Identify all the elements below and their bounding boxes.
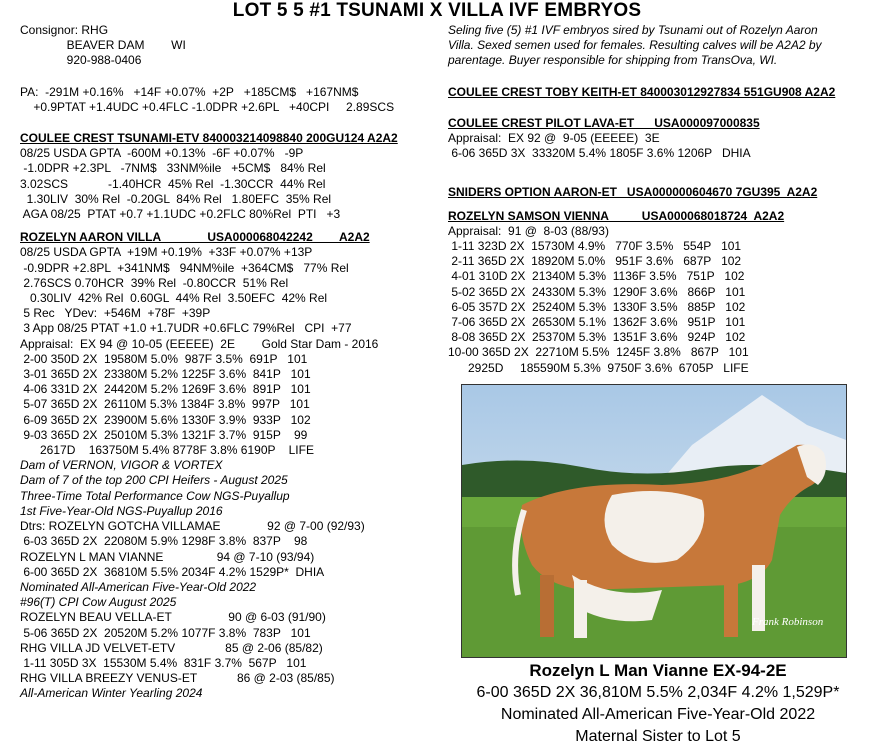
sire-line: 1.30LIV 30% Rel -0.20GL 84% Rel 1.80EFC 35% Rel (20, 191, 332, 206)
dam-record: 2-00 350D 2X 19580M 5.0% 987F 3.5% 691P 101 (20, 351, 308, 366)
lot-description: parentage. Buyer responsible for shipping from TransOva, WI. (448, 53, 778, 68)
samson-record: 4-01 310D 2X 21340M 5.3% 1136F 3.5% 751P 102 (448, 269, 745, 284)
sire-line: 08/25 USDA GPTA -600M +0.13% -6F +0.07% -9P (20, 146, 304, 161)
daughter-record: 6-03 365D 2X 22080M 5.9% 1298F 3.8% 837P 98 (20, 534, 308, 549)
consignor-line: Consignor: RHG (20, 23, 109, 37)
daughter-name: RHG VILLA BREEZY VENUS-ET 86 @ 2-03 (85/85) (20, 671, 335, 686)
left-column (20, 23, 445, 702)
cow-photo (461, 384, 847, 658)
pilot-appraisal: Appraisal: EX 92 @ 9-05 (EEEEE) 3E (448, 131, 660, 146)
samson-record: 1-11 323D 2X 15730M 4.9% 770F 3.5% 554P 101 (448, 239, 742, 254)
pedigree-pilot: COULEE CREST PILOT LAVA-ET USA000097000835 (448, 115, 760, 130)
dam-line: Appraisal: EX 94 @ 10-05 (EEEEE) 2E Gold Star Dam - 2016 (20, 336, 379, 351)
daughter-name: ROZELYN L MAN VIANNE 94 @ 7-10 (93/94) (20, 549, 315, 564)
dam-record: 4-06 331D 2X 24420M 5.2% 1269F 3.6% 891P 101 (20, 382, 311, 397)
samson-record: 2-11 365D 2X 18920M 5.0% 951F 3.6% 687P 102 (448, 254, 742, 269)
daughter-record: 5-06 365D 2X 20520M 5.2% 1077F 3.8% 783P 101 (20, 625, 311, 640)
samson-appraisal: Appraisal: 91 @ 8-03 (88/93) (448, 223, 609, 238)
daughter-note: #96(T) CPI Cow August 2025 (20, 595, 177, 610)
sire-heading: COULEE CREST TSUNAMI-ETV 840003214098840 200GU124 A2A2 (20, 131, 398, 146)
samson-record: 8-08 365D 2X 25370M 5.3% 1351F 3.6% 924P 102 (448, 330, 746, 345)
samson-record: 7-06 365D 2X 26530M 5.1% 1362F 3.6% 951P 101 (448, 315, 746, 330)
dam-note: Dam of VERNON, VIGOR & VORTEX (20, 458, 223, 473)
caption-award: Nominated All-American Five-Year-Old 2022 (500, 706, 816, 723)
dam-heading: ROZELYN AARON VILLA USA000068042242 A2A2 (20, 230, 370, 245)
dam-note: Three-Time Total Performance Cow NGS-Puyallup (20, 488, 290, 503)
dam-line: 08/25 USDA GPTA +19M +0.19% +33F +0.07% +13P (20, 245, 313, 260)
daughter-record: 6-00 365D 2X 36810M 5.5% 2034F 4.2% 1529P* DHIA (20, 564, 325, 579)
dam-record: 5-07 365D 2X 26110M 5.3% 1384F 3.8% 997P 101 (20, 397, 310, 412)
pedigree-toby: COULEE CREST TOBY KEITH-ET 840003012927834 551GU908 A2A2 (448, 84, 836, 99)
daughter-name: RHG VILLA JD VELVET-ETV 85 @ 2-06 (85/82) (20, 640, 323, 655)
dam-line: -0.9DPR +2.8PL +341NM$ 94NM%ile +364CM$ 77% Rel (20, 260, 349, 275)
dam-line: 5 Rec YDev: +546M +78F +39P (20, 306, 211, 321)
dam-note: Dam of 7 of the top 200 CPI Heifers - August 2025 (20, 473, 288, 488)
caption-cow-name: Rozelyn L Man Vianne EX-94-2E (529, 661, 787, 680)
pilot-record: 6-06 365D 3X 33320M 5.4% 1805F 3.6% 1206P DHIA (448, 146, 751, 161)
daughter-name: ROZELYN BEAU VELLA-ET 90 @ 6-03 (91/90) (20, 610, 326, 625)
caption-record: 6-00 365D 2X 36,810M 5.5% 2,034F 4.2% 1,529P* (476, 684, 840, 701)
lot-description: Seling five (5) #1 IVF embryos sired by Tsunami out of Rozelyn Aaron (448, 23, 818, 37)
dam-record: 6-09 365D 2X 23900M 5.6% 1330F 3.9% 933P 102 (20, 412, 311, 427)
pa-line-2: +0.9PTAT +1.4UDC +0.4FLC -1.0DPR +2.6PL +40CPI 2.89SCS (20, 99, 395, 114)
consignor-phone: 920-988-0406 (20, 53, 142, 68)
pedigree-aaron: SNIDERS OPTION AARON-ET USA000000604670 7GU395 A2A2 (448, 185, 818, 200)
photo-credit: Frank Robinson (752, 616, 824, 628)
daughter-note: All-American Winter Yearling 2024 (20, 686, 203, 701)
samson-record-life: 2925D 185590M 5.3% 9750F 3.6% 6705P LIFE (448, 360, 749, 375)
lot-description: Villa. Sexed semen used for females. Resulting calves will be A2A2 by (448, 38, 822, 53)
samson-record: 10-00 365D 2X 22710M 5.5% 1245F 3.8% 867P 101 (448, 345, 749, 360)
sire-line: -1.0DPR +2.3PL -7NM$ 33NM%ile +5CM$ 84% Rel (20, 161, 326, 176)
sire-line: 3.02SCS -1.40HCR 45% Rel -1.30CCR 44% Rel (20, 176, 326, 191)
cow-photo-illustration (462, 385, 846, 657)
pedigree-samson: ROZELYN SAMSON VIENNA USA000068018724 A2A2 (448, 208, 785, 223)
dam-line: 3 App 08/25 PTAT +1.0 +1.7UDR +0.6FLC 79%Rel CPI +77 (20, 321, 352, 336)
lot-title: LOT 5 5 #1 TSUNAMI X VILLA IVF EMBRYOS (232, 0, 642, 21)
dam-record: 9-03 365D 2X 25010M 5.3% 1321F 3.7% 915P 99 (20, 427, 308, 442)
daughter-note: Nominated All-American Five-Year-Old 2022 (20, 579, 257, 594)
daughter-record: 1-11 305D 3X 15530M 5.4% 831F 3.7% 567P 101 (20, 655, 307, 670)
dam-note: 1st Five-Year-Old NGS-Puyallup 2016 (20, 503, 223, 518)
dam-record-life: 2617D 163750M 5.4% 8778F 3.8% 6190P LIFE (20, 443, 314, 458)
samson-record: 6-05 357D 2X 25240M 5.3% 1330F 3.5% 885P 102 (448, 299, 746, 314)
samson-record: 5-02 365D 2X 24330M 5.3% 1290F 3.6% 866P 101 (448, 284, 746, 299)
photo-caption (448, 660, 868, 748)
dam-line: 0.30LIV 42% Rel 0.60GL 44% Rel 3.50EFC 42% Rel (20, 291, 328, 306)
dam-line: 2.76SCS 0.70HCR 39% Rel -0.80CCR 51% Rel (20, 275, 289, 290)
caption-relation: Maternal Sister to Lot 5 (575, 728, 741, 745)
daughter-name: Dtrs: ROZELYN GOTCHA VILLAMAE 92 @ 7-00 (92/93) (20, 519, 365, 534)
right-column (448, 23, 863, 376)
pa-line-1: PA: -291M +0.16% +14F +0.07% +2P +185CM$ +167NM$ (20, 84, 359, 99)
dam-record: 3-01 365D 2X 23380M 5.2% 1225F 3.6% 841P 101 (20, 367, 311, 382)
sire-line: AGA 08/25 PTAT +0.7 +1.1UDC +0.2FLC 80%Rel PTI +3 (20, 207, 341, 222)
consignor-location: BEAVER DAM WI (20, 38, 186, 53)
